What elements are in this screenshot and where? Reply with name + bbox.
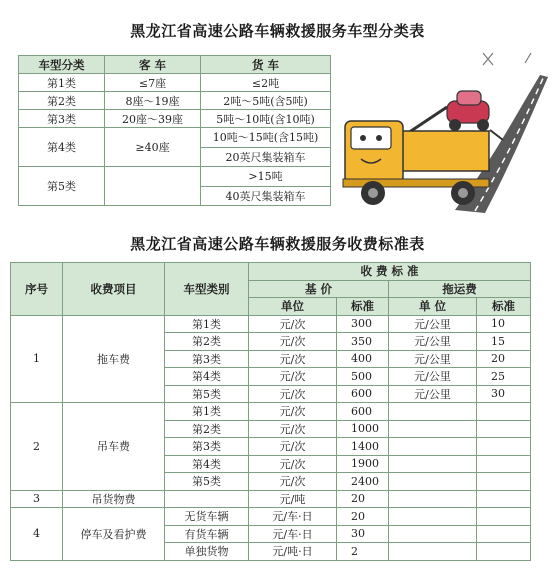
unit-cell: 元/次: [249, 350, 337, 368]
bus-cell: ≤7座: [105, 74, 201, 92]
seq-cell: 2: [11, 403, 63, 491]
header-category: 车型分类: [19, 56, 105, 74]
header-towing-fee: 拖运费: [389, 280, 531, 298]
vehicle-type-cell: 第2类: [165, 333, 249, 351]
tow-standard-cell: 30: [477, 385, 531, 403]
bus-cell: ≥40座: [105, 128, 201, 167]
item-cell: 停车及看护费: [63, 508, 165, 561]
standard-cell: 20: [337, 508, 389, 526]
truck-cell: 5吨～10吨(含10吨): [201, 110, 331, 128]
header-bus: 客 车: [105, 56, 201, 74]
tow-unit-cell: [389, 420, 477, 438]
seq-cell: 3: [11, 490, 63, 508]
vehicle-type-cell: [165, 490, 249, 508]
vehicle-type-cell: 单独货物: [165, 543, 249, 561]
standard-cell: 2: [337, 543, 389, 561]
tow-standard-cell: 25: [477, 368, 531, 386]
tow-standard-cell: [477, 455, 531, 473]
standard-cell: 1900: [337, 455, 389, 473]
unit-cell: 元/次: [249, 420, 337, 438]
fee-table-title: 黑龙江省高速公路车辆救援服务收费标准表: [130, 235, 425, 253]
item-cell: 拖车费: [63, 315, 165, 403]
table-row: [19, 92, 331, 110]
table-row: [11, 508, 531, 526]
truck-cell: 2吨～5吨(含5吨): [201, 92, 331, 110]
tow-unit-cell: 元/公里: [389, 315, 477, 333]
table-row: [19, 167, 331, 187]
unit-cell: 元/次: [249, 385, 337, 403]
standard-cell: 600: [337, 403, 389, 421]
tow-unit-cell: [389, 490, 477, 508]
unit-cell: 元/吨: [249, 490, 337, 508]
standard-cell: 20: [337, 490, 389, 508]
seq-cell: 1: [11, 315, 63, 403]
vehicle-type-cell: 第3类: [165, 350, 249, 368]
vehicle-type-cell: 第4类: [165, 368, 249, 386]
tow-standard-cell: 15: [477, 333, 531, 351]
tow-unit-cell: 元/公里: [389, 333, 477, 351]
unit-cell: 元/次: [249, 438, 337, 456]
tow-unit-cell: [389, 525, 477, 543]
table-row: [19, 74, 331, 92]
category-cell: 第3类: [19, 110, 105, 128]
header-tow-standard: 标准: [477, 298, 531, 316]
table-row: [11, 403, 531, 421]
tow-unit-cell: 元/公里: [389, 368, 477, 386]
category-cell: 第5类: [19, 167, 105, 206]
standard-cell: 30: [337, 525, 389, 543]
table-row: [19, 128, 331, 148]
tow-standard-cell: [477, 438, 531, 456]
standard-cell: 300: [337, 315, 389, 333]
table-header-row: [19, 56, 331, 74]
vehicle-type-cell: 无货车辆: [165, 508, 249, 526]
tow-unit-cell: 元/公里: [389, 385, 477, 403]
item-cell: 吊货物费: [63, 490, 165, 508]
header-tow-unit: 单 位: [389, 298, 477, 316]
header-fee-standard: 收 费 标 准: [249, 263, 531, 281]
standard-cell: 350: [337, 333, 389, 351]
tow-standard-cell: [477, 490, 531, 508]
vehicle-type-cell: 有货车辆: [165, 525, 249, 543]
category-cell: 第2类: [19, 92, 105, 110]
tow-unit-cell: [389, 508, 477, 526]
header-seq: 序号: [11, 263, 63, 316]
item-cell: 吊车费: [63, 403, 165, 491]
bus-cell: 8座～19座: [105, 92, 201, 110]
standard-cell: 600: [337, 385, 389, 403]
seq-cell: 4: [11, 508, 63, 561]
vehicle-type-cell: 第2类: [165, 420, 249, 438]
tow-standard-cell: [477, 403, 531, 421]
unit-cell: 元/次: [249, 455, 337, 473]
tow-unit-cell: 元/公里: [389, 350, 477, 368]
tow-unit-cell: [389, 473, 477, 491]
vehicle-classification-table: [18, 55, 331, 206]
unit-cell: 元/次: [249, 315, 337, 333]
tow-standard-cell: 20: [477, 350, 531, 368]
standard-cell: 400: [337, 350, 389, 368]
tow-unit-cell: [389, 543, 477, 561]
unit-cell: 元/车·日: [249, 525, 337, 543]
header-base-price: 基 价: [249, 280, 389, 298]
vehicle-type-cell: 第4类: [165, 455, 249, 473]
standard-cell: 500: [337, 368, 389, 386]
truck-cell: >15吨: [201, 167, 331, 187]
tow-unit-cell: [389, 403, 477, 421]
tow-standard-cell: [477, 420, 531, 438]
truck-cell: ≤2吨: [201, 74, 331, 92]
tow-standard-cell: [477, 508, 531, 526]
vehicle-type-cell: 第5类: [165, 473, 249, 491]
vehicle-type-cell: 第5类: [165, 385, 249, 403]
vehicle-type-cell: 第3类: [165, 438, 249, 456]
vehicle-type-cell: 第1类: [165, 403, 249, 421]
tow-standard-cell: [477, 525, 531, 543]
tow-unit-cell: [389, 438, 477, 456]
truck-cell: 40英尺集装箱车: [201, 186, 331, 206]
vehicle-type-cell: 第1类: [165, 315, 249, 333]
tow-unit-cell: [389, 455, 477, 473]
header-standard: 标准: [337, 298, 389, 316]
table-row: [11, 490, 531, 508]
bus-cell: [105, 167, 201, 206]
classification-table-title: 黑龙江省高速公路车辆救援服务车型分类表: [130, 22, 425, 40]
bus-cell: 20座～39座: [105, 110, 201, 128]
header-unit: 单位: [249, 298, 337, 316]
unit-cell: 元/次: [249, 403, 337, 421]
standard-cell: 1400: [337, 438, 389, 456]
tow-standard-cell: [477, 473, 531, 491]
unit-cell: 元/次: [249, 473, 337, 491]
category-cell: 第1类: [19, 74, 105, 92]
table-header-row: [11, 263, 531, 281]
unit-cell: 元/车·日: [249, 508, 337, 526]
tow-truck-icon: [335, 35, 550, 215]
truck-cell: 20英尺集装箱车: [201, 147, 331, 167]
header-item: 收费项目: [63, 263, 165, 316]
category-cell: 第4类: [19, 128, 105, 167]
header-vehicle-type: 车型类别: [165, 263, 249, 316]
table-row: [19, 110, 331, 128]
tow-standard-cell: [477, 543, 531, 561]
table-row: [11, 315, 531, 333]
fee-standard-table: [10, 262, 531, 561]
truck-cell: 10吨～15吨(含15吨): [201, 128, 331, 148]
unit-cell: 元/次: [249, 368, 337, 386]
standard-cell: 1000: [337, 420, 389, 438]
unit-cell: 元/吨·日: [249, 543, 337, 561]
tow-standard-cell: 10: [477, 315, 531, 333]
fee-table-body: [11, 315, 531, 560]
standard-cell: 2400: [337, 473, 389, 491]
header-truck: 货 车: [201, 56, 331, 74]
unit-cell: 元/次: [249, 333, 337, 351]
